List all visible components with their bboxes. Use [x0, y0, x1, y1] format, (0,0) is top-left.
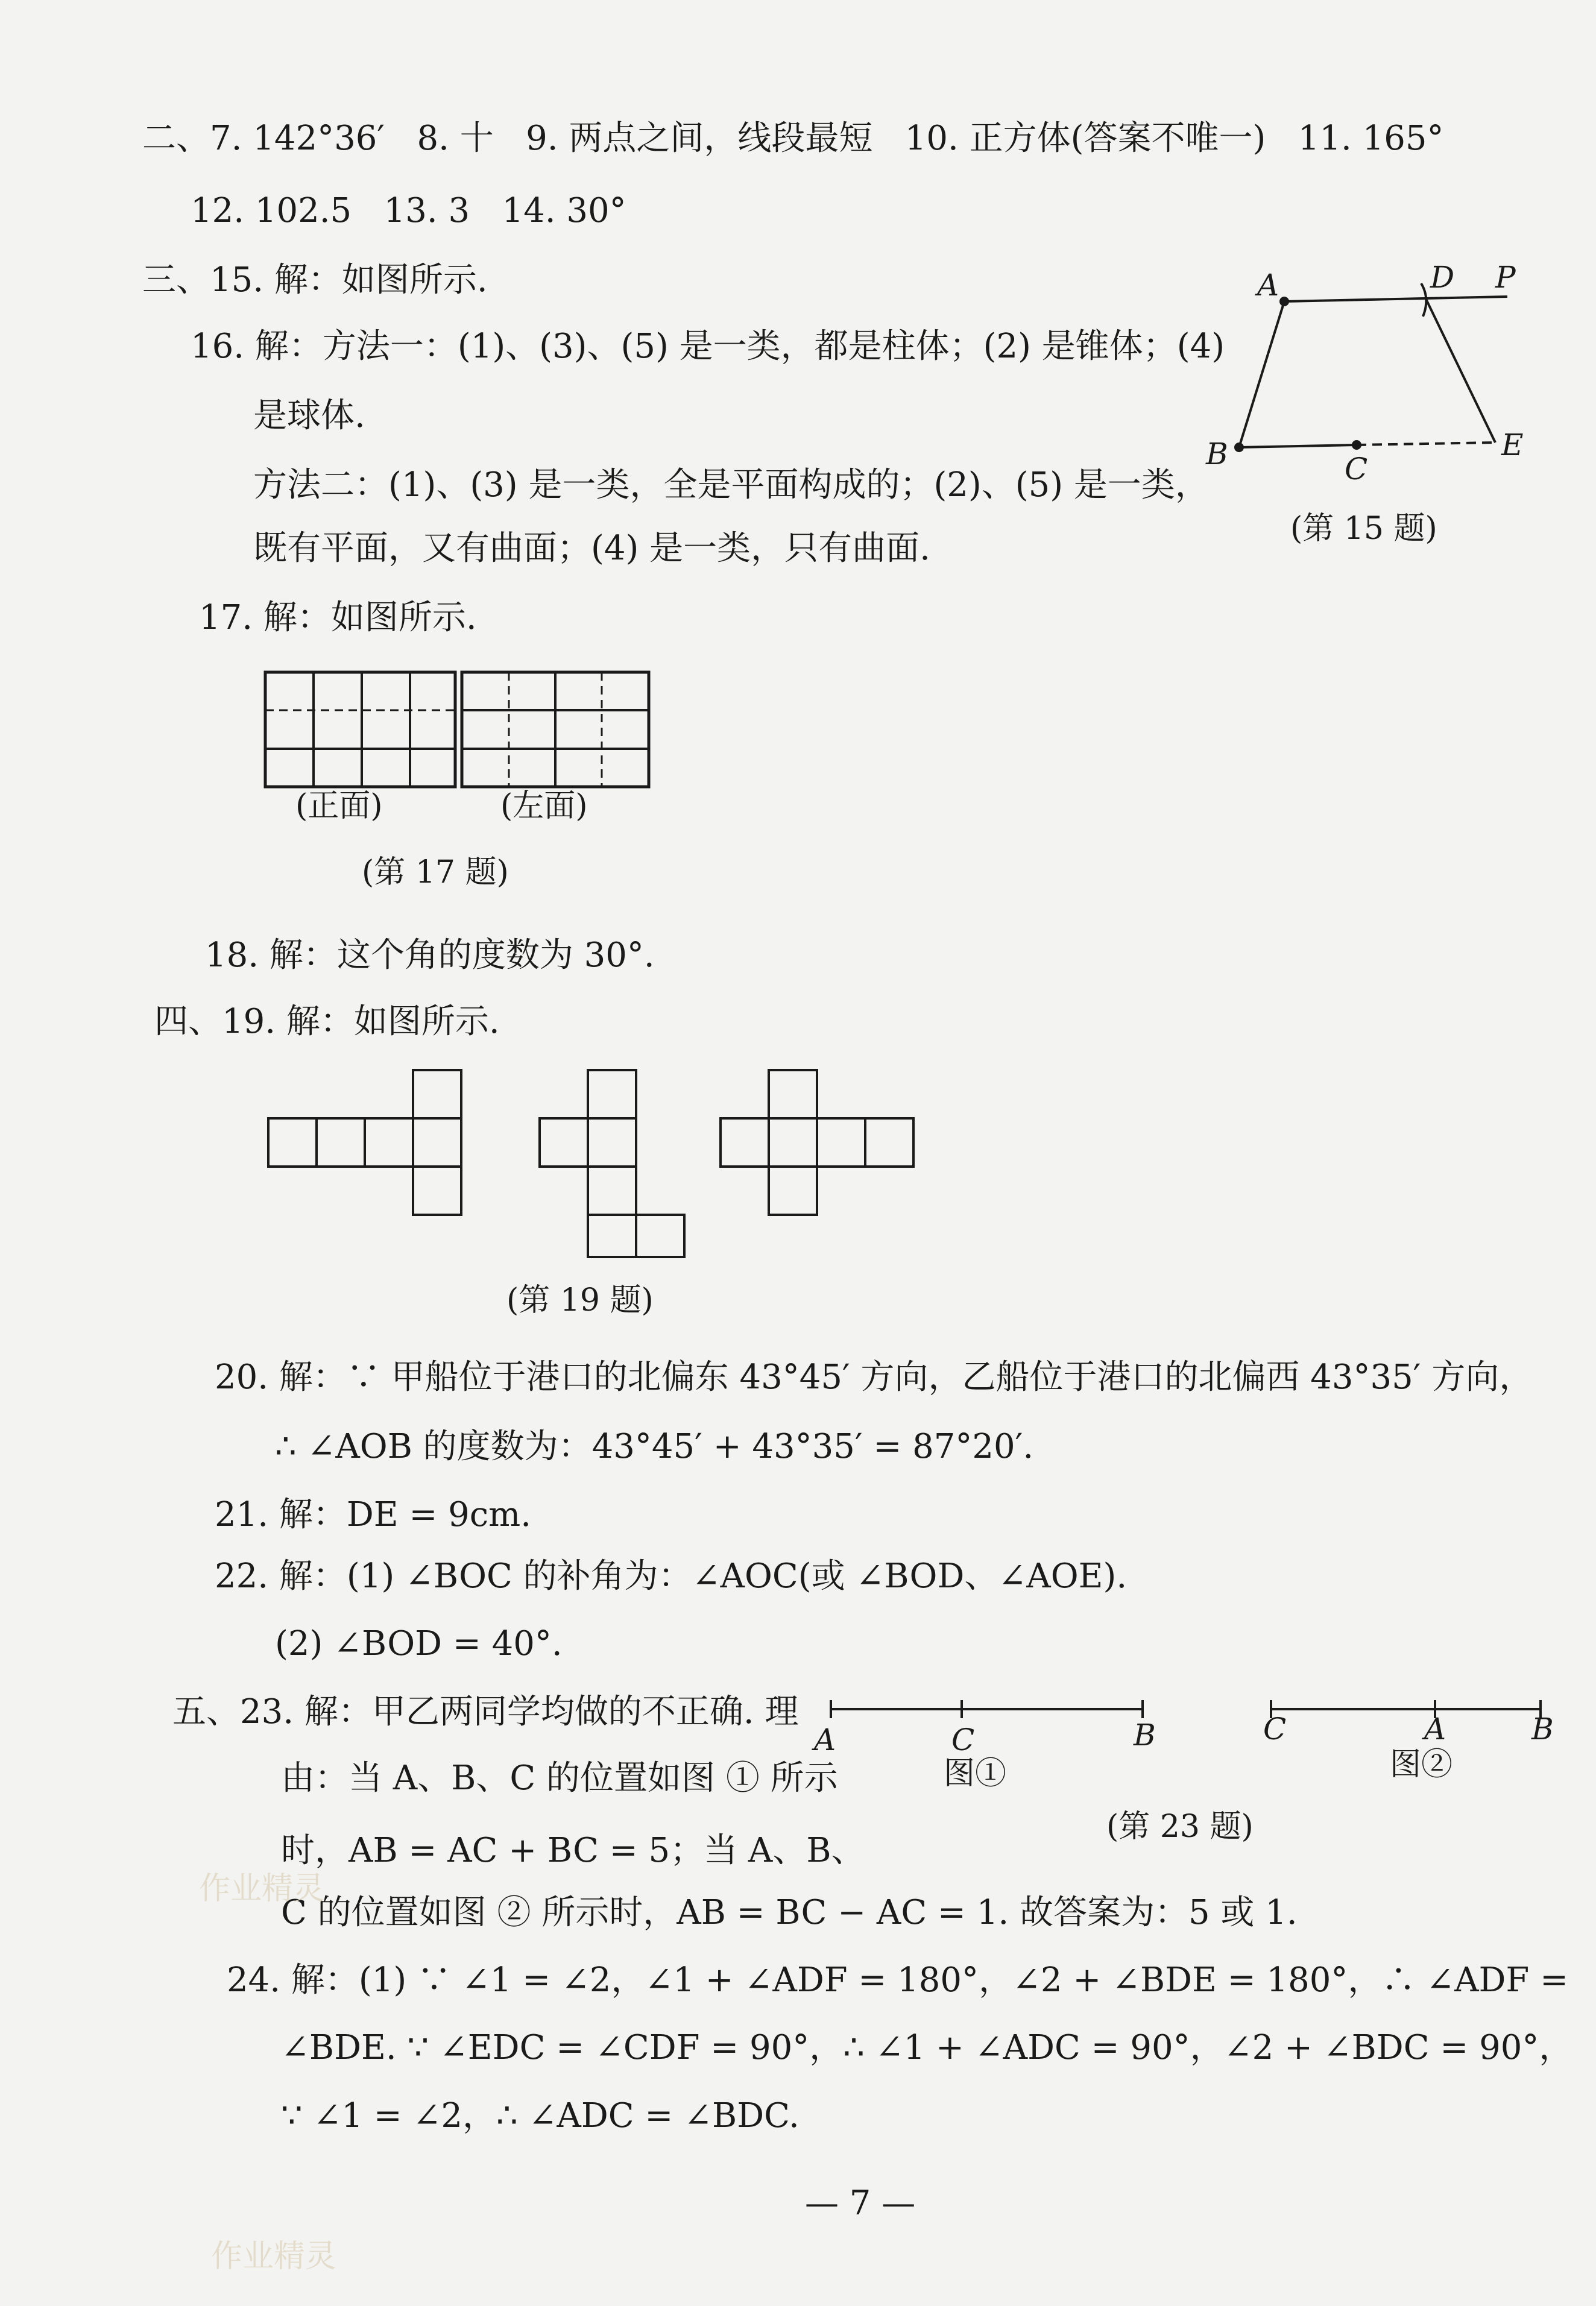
figure-17-front-view: [265, 672, 455, 793]
answer-line-7: 既有平面，又有曲面；(4) 是一类，只有曲面.: [253, 529, 930, 568]
fig15-caption: (第 15 题): [1290, 511, 1437, 547]
answer-line-1: 二、7. 142°36′ 8. 十 9. 两点之间，线段最短 10. 正方体(答案不唯一) 11. 165°: [142, 119, 1444, 158]
watermark-bottom: 作业精灵: [211, 2238, 337, 2275]
answer-line-8: 17. 解：如图所示.: [199, 598, 477, 637]
figure-15: [1206, 265, 1544, 458]
fig15-label-d: D: [1430, 260, 1455, 295]
fig15-label-a: A: [1257, 268, 1279, 303]
fig23-caption: (第 23 题): [1106, 1809, 1254, 1845]
answer-line-18: 时，AB = AC + BC = 5；当 A、B、: [281, 1831, 865, 1870]
answer-line-2: 12. 102.5 13. 3 14. 30°: [191, 191, 626, 230]
figure-19-net-1: [268, 1070, 461, 1215]
answer-line-9: 18. 解：这个角的度数为 30°.: [205, 936, 655, 975]
answer-line-5: 是球体.: [253, 396, 365, 435]
watermark: 作业精灵: [199, 1871, 325, 1907]
fig23-1-label-b: B: [1134, 1718, 1156, 1753]
answer-line-20: 24. 解：(1) ∵ ∠1 = ∠2，∠1 + ∠ADF = 180°，∠2 + ∠BDE = 180°，∴ ∠ADF =: [227, 1961, 1568, 2000]
fig23-2-label-a: A: [1424, 1712, 1446, 1747]
answer-line-4: 16. 解：方法一：(1)、(3)、(5) 是一类，都是柱体；(2) 是锥体；(4): [191, 327, 1225, 366]
fig17-caption: (第 17 题): [362, 854, 509, 890]
answer-line-16: 五、23. 解：甲乙两同学均做的不正确. 理: [172, 1692, 799, 1731]
answer-line-17: 由：当 A、B、C 的位置如图 ① 所示: [281, 1759, 838, 1798]
fig23-2-label-b: B: [1531, 1712, 1554, 1747]
fig23-1-label-c: C: [951, 1722, 975, 1757]
fig15-label-c: C: [1345, 452, 1368, 487]
fig23-1-label-a: A: [814, 1722, 836, 1757]
figure-23-diagram-1: [826, 1688, 1152, 1724]
answer-line-19: C 的位置如图 ② 所示时，AB = BC − AC = 1. 故答案为：5 或 1.: [281, 1893, 1298, 1932]
fig15-label-b: B: [1206, 436, 1228, 471]
answer-line-21: ∠BDE. ∵ ∠EDC = ∠CDF = 90°，∴ ∠1 + ∠ADC = 90°，∠2 + ∠BDC = 90°，: [281, 2028, 1573, 2067]
figure-17-left-view: [462, 672, 649, 793]
answer-line-3: 三、15. 解：如图所示.: [142, 260, 488, 300]
fig19-caption: (第 19 题): [506, 1282, 654, 1318]
answer-line-6: 方法二：(1)、(3) 是一类，全是平面构成的；(2)、(5) 是一类，: [253, 465, 1209, 505]
answer-line-12: ∴ ∠AOB 的度数为：43°45′ + 43°35′ = 87°20′.: [275, 1427, 1034, 1466]
figure-19-net-2: [540, 1070, 684, 1257]
answer-line-22: ∵ ∠1 = ∠2，∴ ∠ADC = ∠BDC.: [281, 2096, 800, 2135]
page-number: — 7 —: [805, 2184, 916, 2223]
fig17-left-label: (左面): [500, 788, 588, 824]
fig23-2-label-c: C: [1263, 1712, 1287, 1747]
fig23-2-title: 图②: [1390, 1747, 1453, 1783]
answer-line-10: 四、19. 解：如图所示.: [154, 1002, 500, 1041]
fig23-1-title: 图①: [944, 1756, 1007, 1792]
figure-23-diagram-2: [1266, 1688, 1550, 1724]
answer-line-13: 21. 解：DE = 9cm.: [215, 1495, 532, 1534]
answer-line-11: 20. 解：∵ 甲船位于港口的北偏东 43°45′ 方向，乙船位于港口的北偏西 43°35′ 方向，: [215, 1358, 1533, 1397]
figure-19-net-3: [721, 1070, 913, 1215]
answer-line-14: 22. 解：(1) ∠BOC 的补角为：∠AOC(或 ∠BOD、∠AOE).: [215, 1557, 1128, 1596]
fig15-label-p: P: [1495, 260, 1516, 295]
fig15-label-e: E: [1501, 427, 1524, 462]
fig17-front-label: (正面): [295, 788, 383, 824]
answer-line-15: (2) ∠BOD = 40°.: [275, 1624, 563, 1663]
